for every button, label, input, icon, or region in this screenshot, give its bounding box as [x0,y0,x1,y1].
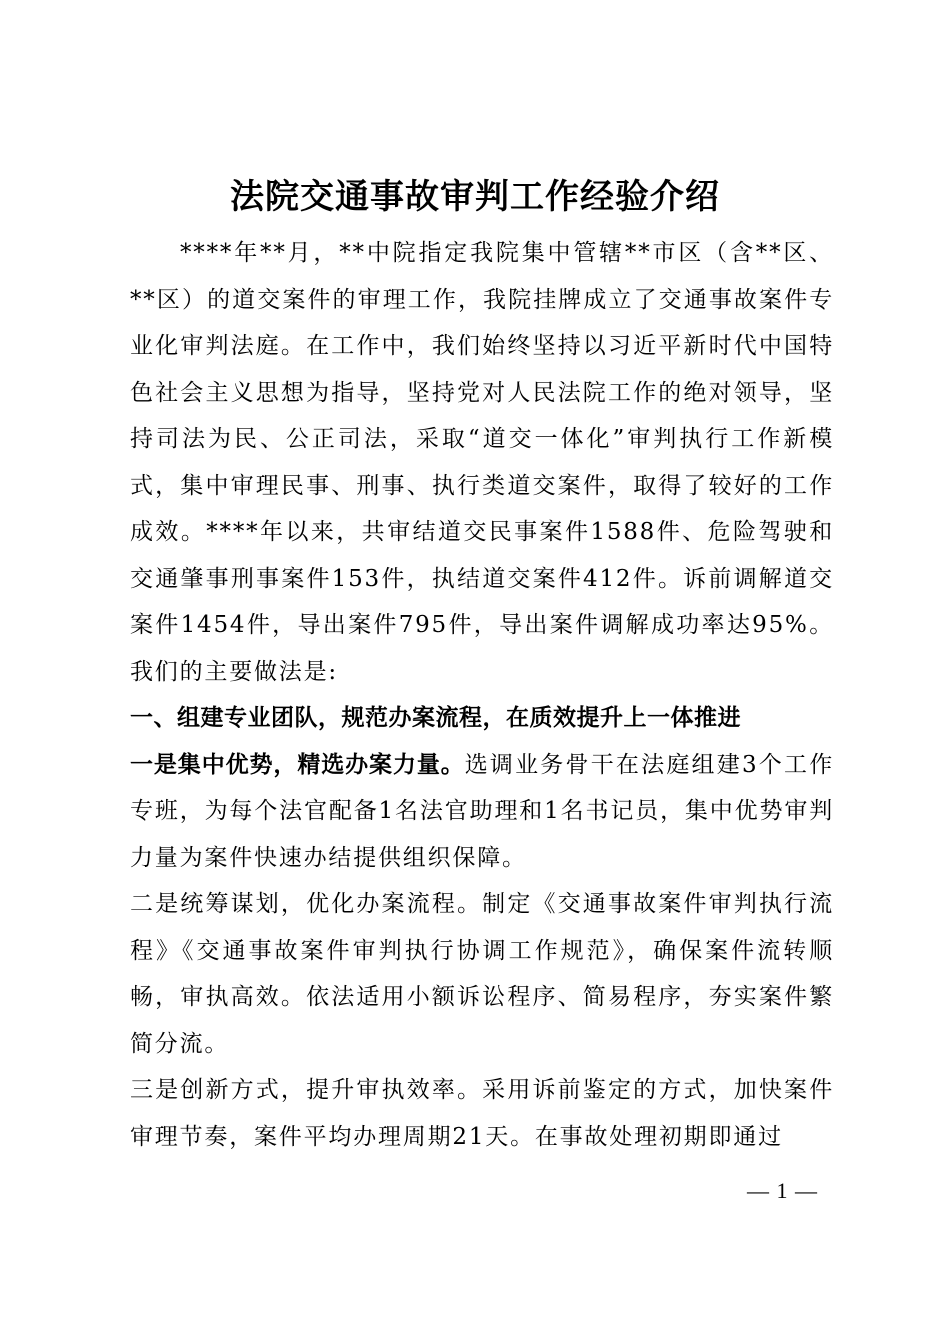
document-title: 法院交通事故审判工作经验介绍 [230,177,720,217]
item-paragraph-1 [130,742,834,882]
intro-paragraph: ****年**月，**中院指定我院集中管辖**市区（含**区、**区）的道交案件的审理工作，我院挂牌成立了交通事故案件专业化审判法庭。在工作中，我们始终坚持以习近平新时代中国特色社会主义思想为指导，坚持党对人民法院工作的绝对领导，坚持司法为民、公正司法，采取“道交一体化”审判执行工作新模式，集中审理民事、刑事、执行类道交案件，取得了较好的工作成效。****年以来，共审结道交民事案件1588件、危险驾驶和交通肇事刑事案件153件，执结道交案件412件。诉前调解道交案件1454件，导出案件795件，导出案件调解成功率达95%。我们的主要做法是: [130,240,834,685]
item-text-1: 选调业务骨干在法庭组建3个工作专班，为每个法官配备1名法官助理和1名书记员，集中优势审判力量为案件快速办结提供组织保障。 [130,751,835,871]
document-body [130,230,834,1160]
item-paragraph-2: 二是统筹谋划，优化办案流程。制定《交通事故案件审判执行流程》《交通事故案件审判执行协调工作规范》，确保案件流转顺畅，审执高效。依法适用小额诉讼程序、简易程序，夯实案件繁简分流。 [130,891,834,1057]
item-paragraph-3: 三是创新方式，提升审执效率。采用诉前鉴定的方式，加快案件审理节奏，案件平均办理周期21天。在事故处理初期即通过 [130,1077,834,1150]
page-number: — 1 — [747,1178,818,1203]
section-heading-1: 一、组建专业团队，规范办案流程，在质效提升上一体推进 [130,705,741,731]
item-lead-1: 一是集中优势，精选办案力量。 [130,751,465,778]
